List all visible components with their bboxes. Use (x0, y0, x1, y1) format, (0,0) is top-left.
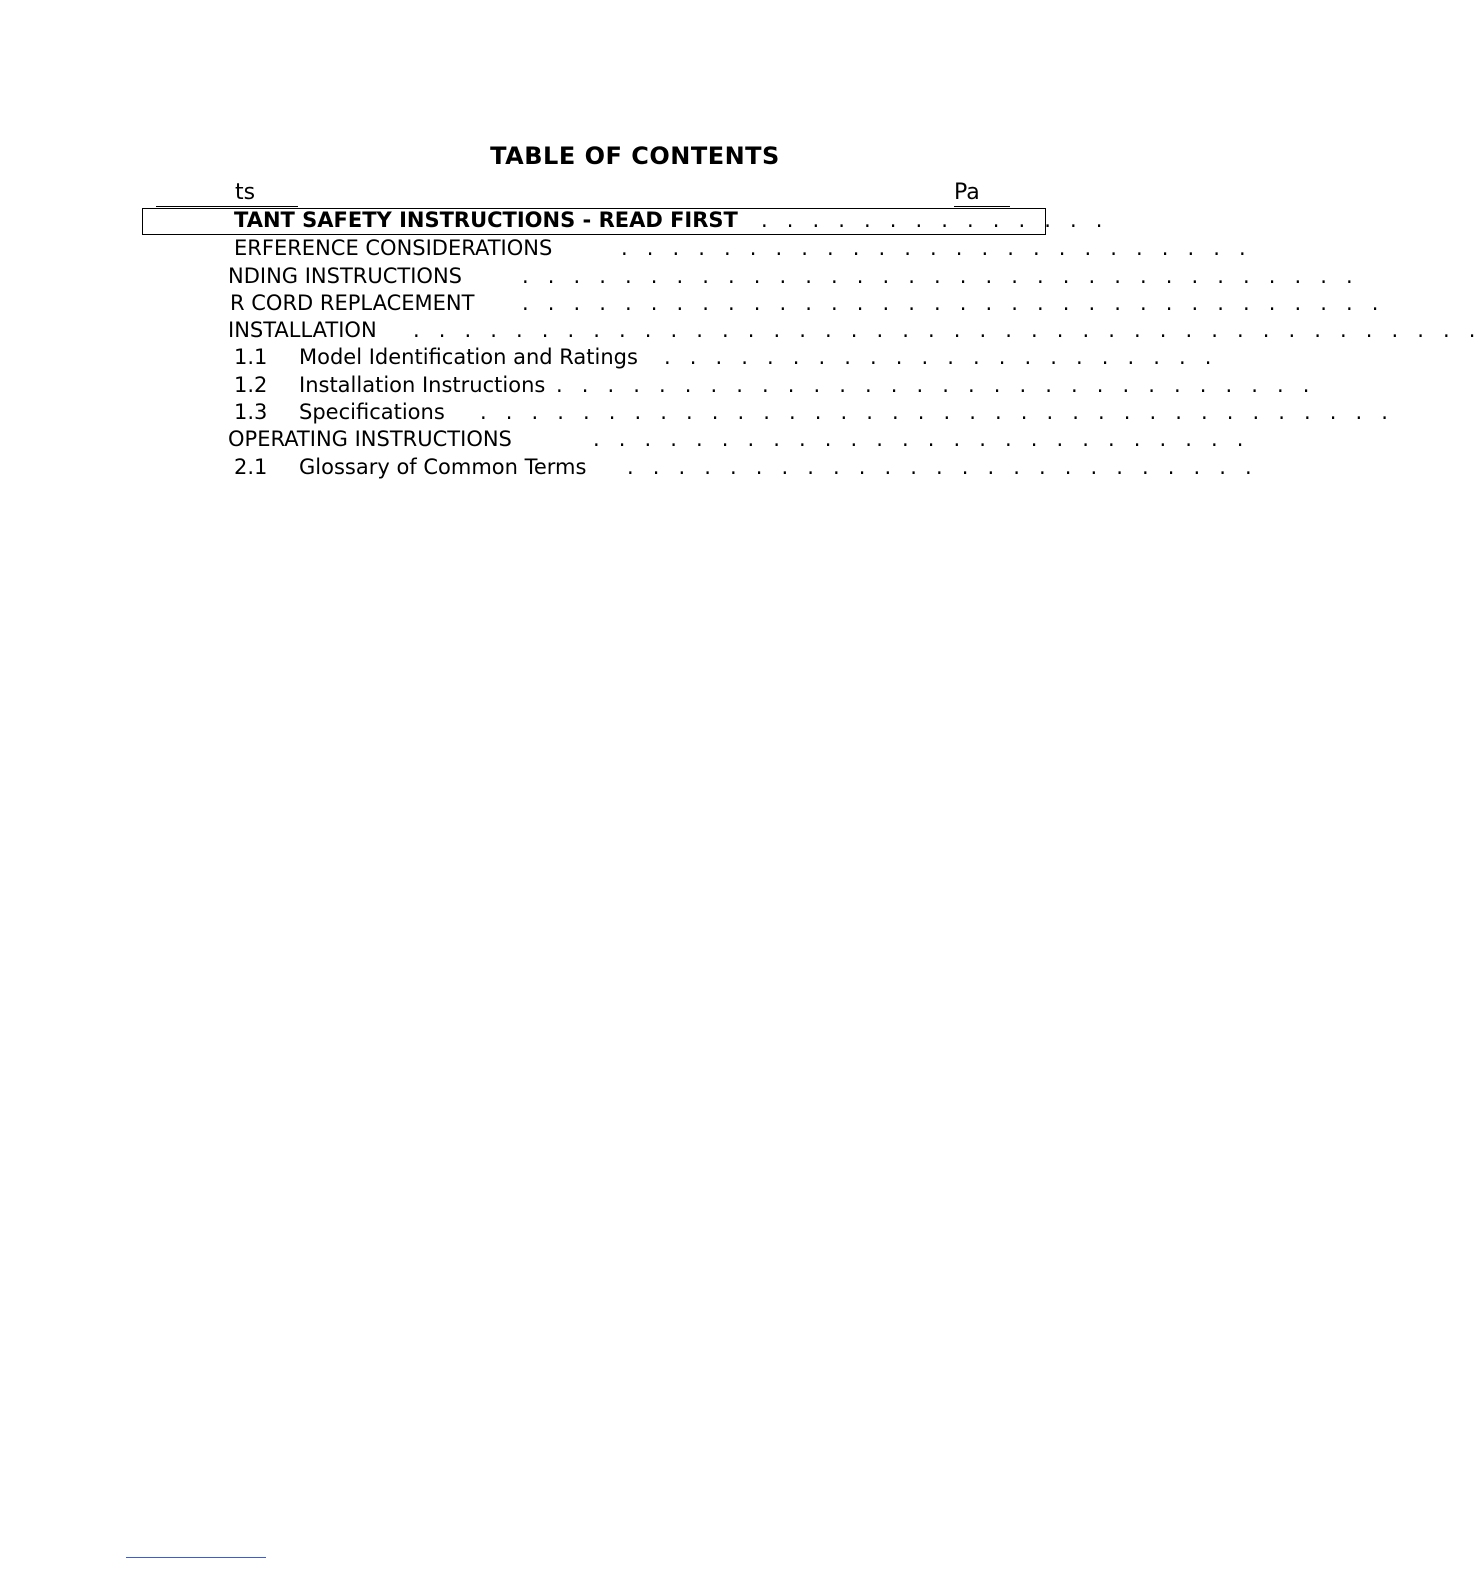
toc-entry-label: Specifications (299, 400, 445, 424)
toc-entry-label: NDING INSTRUCTIONS (228, 264, 463, 288)
dot-leader: . . . . . . . . . . . . . . (761, 208, 1109, 232)
dot-leader: . . . . . . . . . . . . . . . . . . . . . . . . . . . . . . (556, 373, 1316, 397)
dot-leader: . . . . . . . . . . . . . . . . . . . . . . (664, 345, 1218, 369)
dot-leader: . . . . . . . . . . . . . . . . . . . . . . . . . (627, 455, 1258, 479)
dot-leader: . . . . . . . . . . . . . . . . . . . . . . . . . (621, 236, 1252, 260)
section-number: 1.3 (234, 400, 268, 424)
toc-entry-label: ERFERENCE CONSIDERATIONS (234, 236, 553, 260)
page-title: TABLE OF CONTENTS (490, 142, 780, 170)
toc-entry-label: R CORD REPLACEMENT (230, 291, 475, 315)
section-number: 1.1 (234, 345, 268, 369)
dot-leader: . . . . . . . . . . . . . . . . . . . . . . . . . . (593, 427, 1250, 451)
toc-entry-label: Glossary of Common Terms (299, 455, 587, 479)
dot-leader: . . . . . . . . . . . . . . . . . . . . . . . . . . . . . . . . . . . . . . . . . . (413, 318, 1482, 342)
toc-entry-label: INSTALLATION (228, 318, 377, 342)
contents-column-label: ts (235, 180, 256, 205)
section-number: 2.1 (234, 455, 268, 479)
section-number: 1.2 (234, 373, 268, 397)
toc-entry-label: TANT SAFETY INSTRUCTIONS - READ FIRST (234, 208, 738, 232)
footnote-separator (126, 1557, 266, 1558)
dot-leader: . . . . . . . . . . . . . . . . . . . . . . . . . . . . . . . . . (522, 264, 1359, 288)
dot-leader: . . . . . . . . . . . . . . . . . . . . . . . . . . . . . . . . . . (522, 291, 1385, 315)
page-column-header: Pa (954, 180, 1010, 207)
toc-entry-label: Model Identification and Ratings (299, 345, 638, 369)
dot-leader: . . . . . . . . . . . . . . . . . . . . . . . . . . . . . . . . . . . . (480, 400, 1395, 424)
toc-entry-label: OPERATING INSTRUCTIONS (228, 427, 512, 451)
contents-column-header (156, 180, 298, 207)
toc-entry-label: Installation Instructions (299, 373, 546, 397)
